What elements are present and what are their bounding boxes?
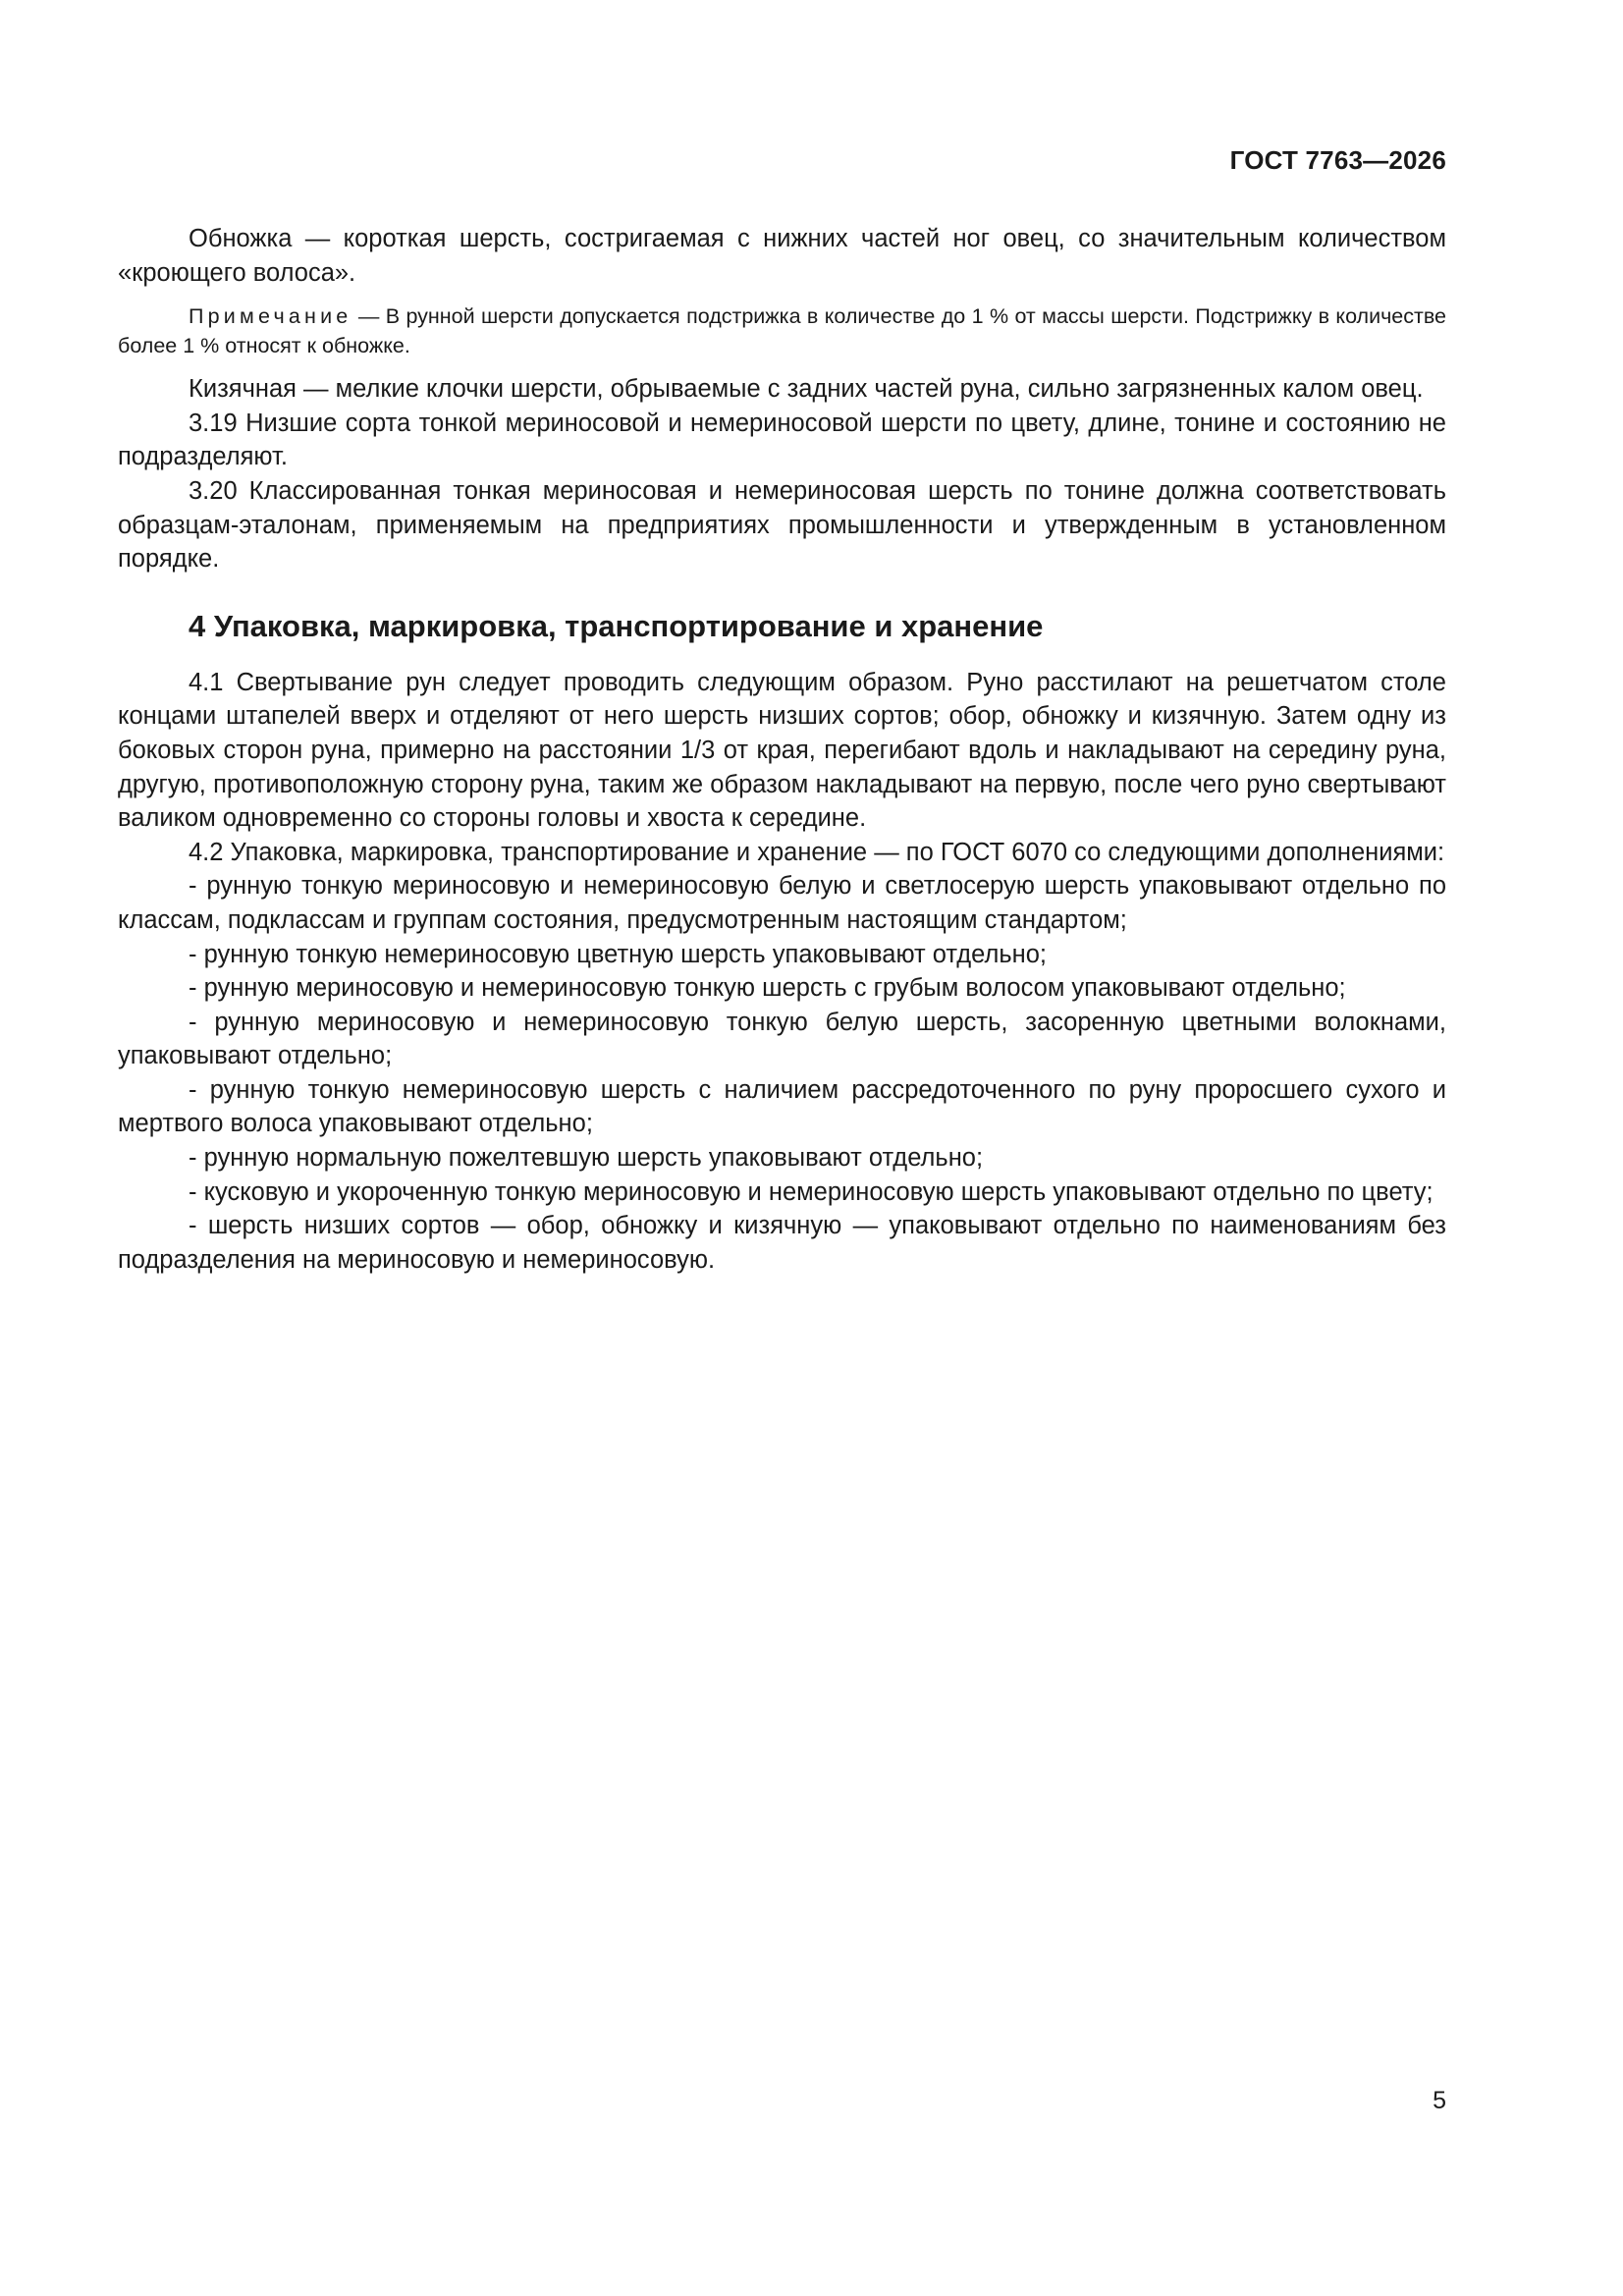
paragraph: 4.2 Упаковка, маркировка, транспортирование и хранение — по ГОСТ 6070 со следующими дополнениями: <box>189 838 1445 866</box>
page-number: 5 <box>1433 2087 1446 2114</box>
section-heading: 4 Упаковка, маркировка, транспортирование и хранение <box>189 608 1044 643</box>
document-body <box>118 222 1446 1277</box>
list-item: - рунную мериносовую и немериносовую тонкую белую шерсть, засоренную цветными волокнами, упаковывают отдельно; <box>118 1008 1446 1070</box>
note-label: Примечание <box>189 304 352 329</box>
paragraph: 3.20 Классированная тонкая мериносовая и немериносовая шерсть по тонине должна соответствовать образцам-эталонам, применяемым на предприятиях промышленности и утвержденным в установленном порядке. <box>118 476 1446 574</box>
list-item: - рунную тонкую мериносовую и немериносовую белую и светлосерую шерсть упаковывают отдельно по классам, подклассам и группам состояния, предусмотренным настоящим стандартом; <box>118 872 1446 934</box>
list-item: - рунную мериносовую и немериносовую тонкую шерсть с грубым волосом упаковывают отдельно; <box>189 974 1346 1003</box>
paragraph: Обножка — короткая шерсть, состригаемая с нижних частей ног овец, со значительным количеством «кроющего волоса». <box>118 225 1446 287</box>
list-item: - шерсть низших сортов — обор, обножку и кизячную — упаковывают отдельно по наименованиям без подразделения на мериносовую и немериносовую. <box>118 1212 1446 1274</box>
paragraph: Кизячная — мелкие клочки шерсти, обрываемые с задних частей руна, сильно загрязненных калом овец. <box>189 375 1424 404</box>
document-number: ГОСТ 7763—2026 <box>1229 145 1446 175</box>
note-text: — В рунной шерсти допускается подстрижка в количестве до 1 % от массы шерсти. Подстрижку в количестве более 1 % относят к обножке. <box>118 304 1446 358</box>
note <box>118 301 1446 360</box>
list-item: - рунную тонкую немериносовую шерсть с наличием рассредоточенного по руну проросшего сухого и мертвого волоса упаковывают отдельно; <box>118 1075 1446 1138</box>
paragraph: 4.1 Свертывание рун следует проводить следующим образом. Руно расстилают на решетчатом столе концами штапелей вверх и отделяют от него шерсть низших сортов; обор, обножку и кизячную. Затем одну из боковых сторон руна, примерно на расстоянии 1/3 от края, перегибают вдоль и накладывают на середину руна, другую, противоположную сторону руна, таким же образом накладывают на первую, после чего руно свертывают валиком одновременно со стороны головы и хвоста к середине. <box>118 668 1446 833</box>
list-item: - рунную нормальную пожелтевшую шерсть упаковывают отдельно; <box>189 1144 984 1173</box>
list-item: - рунную тонкую немериносовую цветную шерсть упаковывают отдельно; <box>189 940 1047 968</box>
list-item: - кусковую и укороченную тонкую мериносовую и немериносовую шерсть упаковывают отдельно по цвету; <box>189 1177 1434 1206</box>
paragraph: 3.19 Низшие сорта тонкой мериносовой и немериносовой шерсти по цвету, длине, тонине и состоянию не подразделяют. <box>118 409 1446 471</box>
